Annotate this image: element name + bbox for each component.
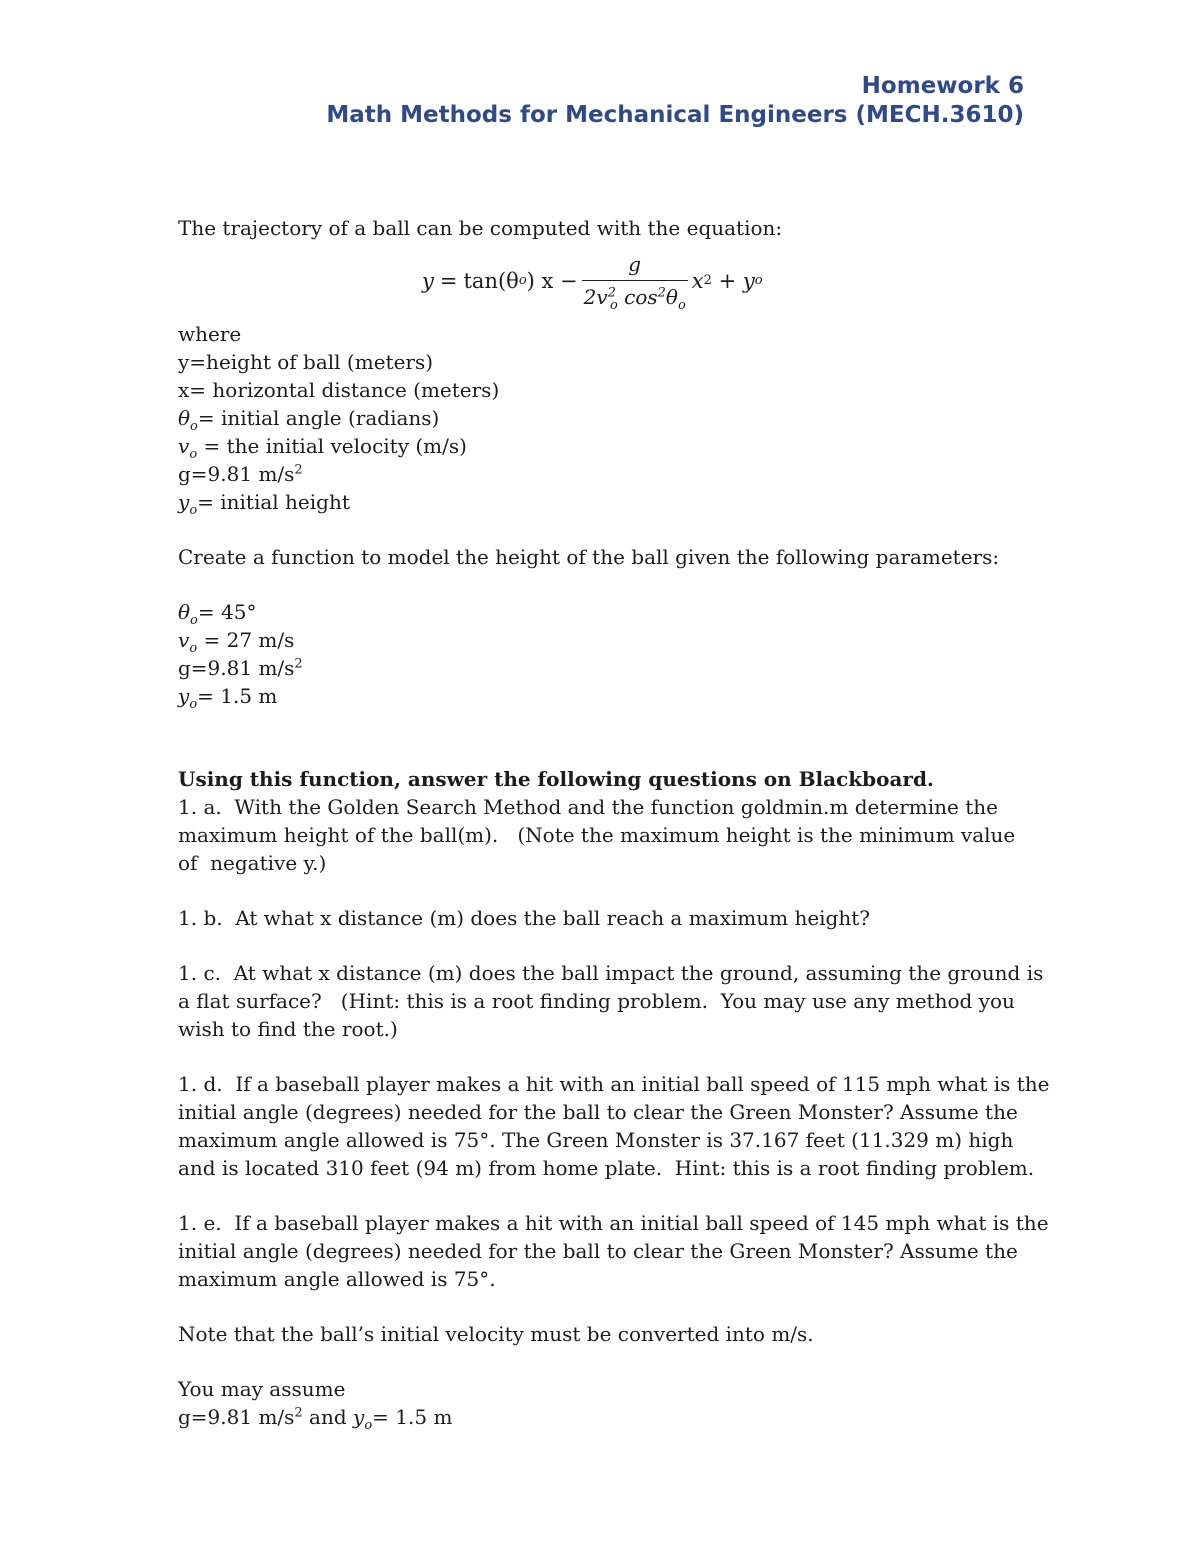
question-1e-line-3: maximum angle allowed is 75°. [178,1267,496,1291]
question-1a-line-1: 1. a. With the Golden Search Method and the function goldmin.m determine the [178,795,998,819]
questions-heading: Using this function, answer the following questions on Blackboard. [178,767,934,791]
intro-text: The trajectory of a ball can be computed with the equation: [178,216,783,240]
question-1e-line-2: initial angle (degrees) needed for the ball to clear the Green Monster? Assume the [178,1239,1018,1263]
theta-definition: $\theta_o=$ initial angle (radians) [178,406,440,434]
g-definition: g=9.81 $m/s^2$ [178,462,303,486]
eq-numerator: g [628,252,642,276]
document-body [178,214,1050,1433]
y-definition: y=height of ball (meters) [178,350,434,374]
question-1c-line-1: 1. c. At what x distance (m) does the ball impact the ground, assuming the ground is [178,961,1044,985]
homework-title: Homework 6 [861,73,1024,99]
eq-equals: = [439,268,458,293]
velocity-note: Note that the ball’s initial velocity must be converted into m/s. [178,1322,814,1346]
where-label: where [178,322,242,346]
question-1a-line-3: of negative y.) [178,851,327,875]
eq-lhs: y [422,268,434,293]
question-1d-line-4: and is located 310 feet (94 m) from home plate. Hint: this is a root finding problem. [178,1156,1035,1180]
question-1e-line-1: 1. e. If a baseball player makes a hit with an initial ball speed of 145 mph what is the [178,1211,1049,1235]
create-function-text: Create a function to model the height of the ball given the following parameters: [178,545,1000,569]
page-header [326,72,1024,130]
eq-tan-close: ) x − [526,268,578,293]
question-1a-line-2: maximum height of the ball(m). (Note the maximum height is the minimum value [178,823,1016,847]
param-theta: $\theta_o= 45^\circ$ [178,600,257,628]
question-1c-line-3: wish to find the root.) [178,1017,398,1041]
eq-denominator: $2v^2_o$ $\cos^2\theta_o$ [582,280,688,311]
question-1b: 1. b. At what x distance (m) does the ball reach a maximum height? [178,906,871,930]
assume-values: g=9.81 $m/s^2$ and $y_o= 1.5$ m [178,1405,453,1433]
param-velocity: $v_o = 27$ m/s [178,628,295,656]
eq-tan-term: tan(θ [463,268,519,293]
eq-fraction [582,250,688,311]
x-definition: x= horizontal distance (meters) [178,378,500,402]
assume-label: You may assume [178,1377,346,1401]
eq-plus-y: + y [711,268,755,293]
question-1c-line-2: a flat surface? (Hint: this is a root finding problem. You may use any method you [178,989,1015,1013]
eq-x-term: x [691,268,704,293]
course-title: Math Methods for Mechanical Engineers (MECH.3610) [326,102,1024,128]
param-gravity: g=9.81 $m/s^2$ [178,656,303,680]
trajectory-equation: y = tan(θ o ) x − $\frac{g}{2v^2_o \cos^2\theta_o}$ x 2 + y o [422,252,763,313]
v-definition: $v_o$ = the initial velocity (m/s) [178,434,467,462]
question-1d-line-3: maximum angle allowed is 75°. The Green Monster is 37.167 feet (11.329 m) high [178,1128,1014,1152]
question-1d-line-1: 1. d. If a baseball player makes a hit with an initial ball speed of 115 mph what is the [178,1072,1050,1096]
question-1d-line-2: initial angle (degrees) needed for the ball to clear the Green Monster? Assume the [178,1100,1018,1124]
y0-definition: $y_o=$ initial height [178,490,350,518]
param-initial-height: $y_o= 1.5$ m [178,684,278,712]
